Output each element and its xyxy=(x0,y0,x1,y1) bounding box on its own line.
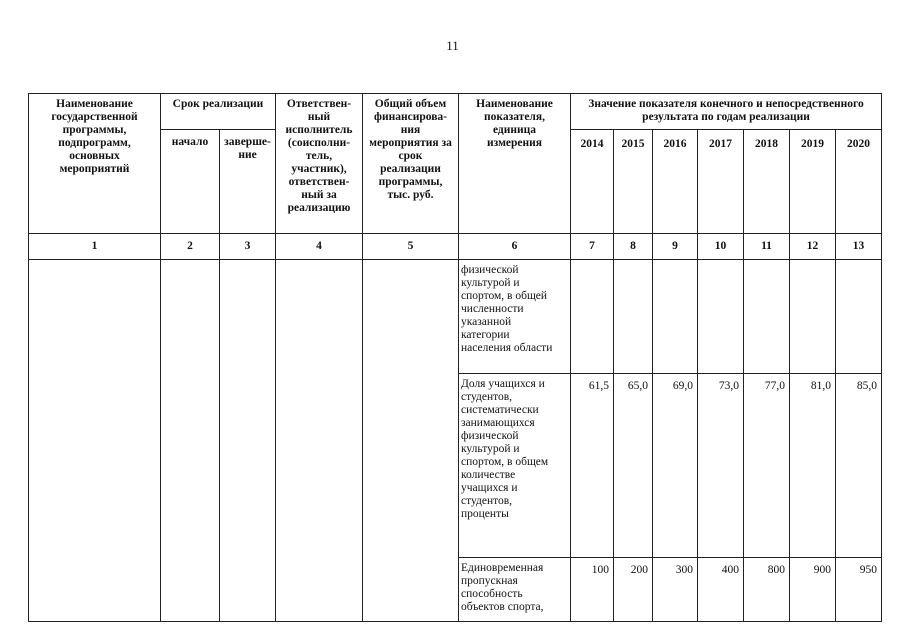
column-number: 6 xyxy=(459,234,571,260)
header-program-name: Наименование государственной программы, подпрограмм, основных мероприятий xyxy=(29,94,161,234)
column-number: 8 xyxy=(614,234,653,260)
indicator-value: 900 xyxy=(790,558,836,622)
column-number: 12 xyxy=(790,234,836,260)
indicator-value xyxy=(836,260,882,374)
indicator-value: 85,0 xyxy=(836,374,882,558)
indicator-value xyxy=(614,260,653,374)
indicator-value: 950 xyxy=(836,558,882,622)
header-year: 2015 xyxy=(614,130,653,234)
indicator-value: 300 xyxy=(653,558,698,622)
indicator-value: 65,0 xyxy=(614,374,653,558)
header-result-values: Значение показателя конечного и непосредственного результата по годам реализации xyxy=(571,94,882,130)
indicator-value: 69,0 xyxy=(653,374,698,558)
empty-cell xyxy=(220,260,276,622)
indicator-value: 200 xyxy=(614,558,653,622)
indicator-value: 100 xyxy=(571,558,614,622)
column-number: 11 xyxy=(744,234,790,260)
indicator-value xyxy=(698,260,744,374)
empty-cell xyxy=(29,260,161,622)
column-number: 7 xyxy=(571,234,614,260)
header-year: 2014 xyxy=(571,130,614,234)
column-number: 10 xyxy=(698,234,744,260)
indicator-value xyxy=(571,260,614,374)
page-number: 11 xyxy=(446,38,459,53)
column-number: 2 xyxy=(161,234,220,260)
indicator-name: Доля учащихся и студентов, систематически занимающихся физической культурой и спортом, в общем количестве учащихся и студентов, проценты xyxy=(459,374,571,558)
empty-cell xyxy=(276,260,363,622)
header-year: 2020 xyxy=(836,130,882,234)
header-term: Срок реализации xyxy=(161,94,276,130)
header-term-start: начало xyxy=(161,130,220,234)
empty-cell xyxy=(161,260,220,622)
header-year: 2019 xyxy=(790,130,836,234)
header-financing: Общий объем финансирова- ния мероприятия за срок реализации программы, тыс. руб. xyxy=(363,94,459,234)
column-numbers-row xyxy=(29,234,882,260)
table-row xyxy=(29,260,882,374)
column-number: 1 xyxy=(29,234,161,260)
indicator-value: 400 xyxy=(698,558,744,622)
header-year: 2016 xyxy=(653,130,698,234)
column-number: 9 xyxy=(653,234,698,260)
column-number: 5 xyxy=(363,234,459,260)
header-row-top xyxy=(29,94,882,130)
header-executor: Ответствен- ный исполнитель (соисполни- тель, участник), ответствен- ный за реализацию xyxy=(276,94,363,234)
column-number: 3 xyxy=(220,234,276,260)
header-term-end: заверше- ние xyxy=(220,130,276,234)
header-year: 2018 xyxy=(744,130,790,234)
indicator-value xyxy=(744,260,790,374)
indicator-value xyxy=(653,260,698,374)
indicator-value: 73,0 xyxy=(698,374,744,558)
empty-cell xyxy=(363,260,459,622)
indicator-value: 77,0 xyxy=(744,374,790,558)
column-number: 4 xyxy=(276,234,363,260)
header-year: 2017 xyxy=(698,130,744,234)
indicator-name: физической культурой и спортом, в общей численности указанной категории населения области xyxy=(459,260,571,374)
header-indicator: Наименование показателя, единица измерения xyxy=(459,94,571,234)
indicator-value: 61,5 xyxy=(571,374,614,558)
indicator-name: Единовременная пропускная способность объектов спорта, xyxy=(459,558,571,622)
indicator-value: 81,0 xyxy=(790,374,836,558)
program-indicators-table xyxy=(28,93,882,622)
column-number: 13 xyxy=(836,234,882,260)
indicator-value: 800 xyxy=(744,558,790,622)
indicator-value xyxy=(790,260,836,374)
